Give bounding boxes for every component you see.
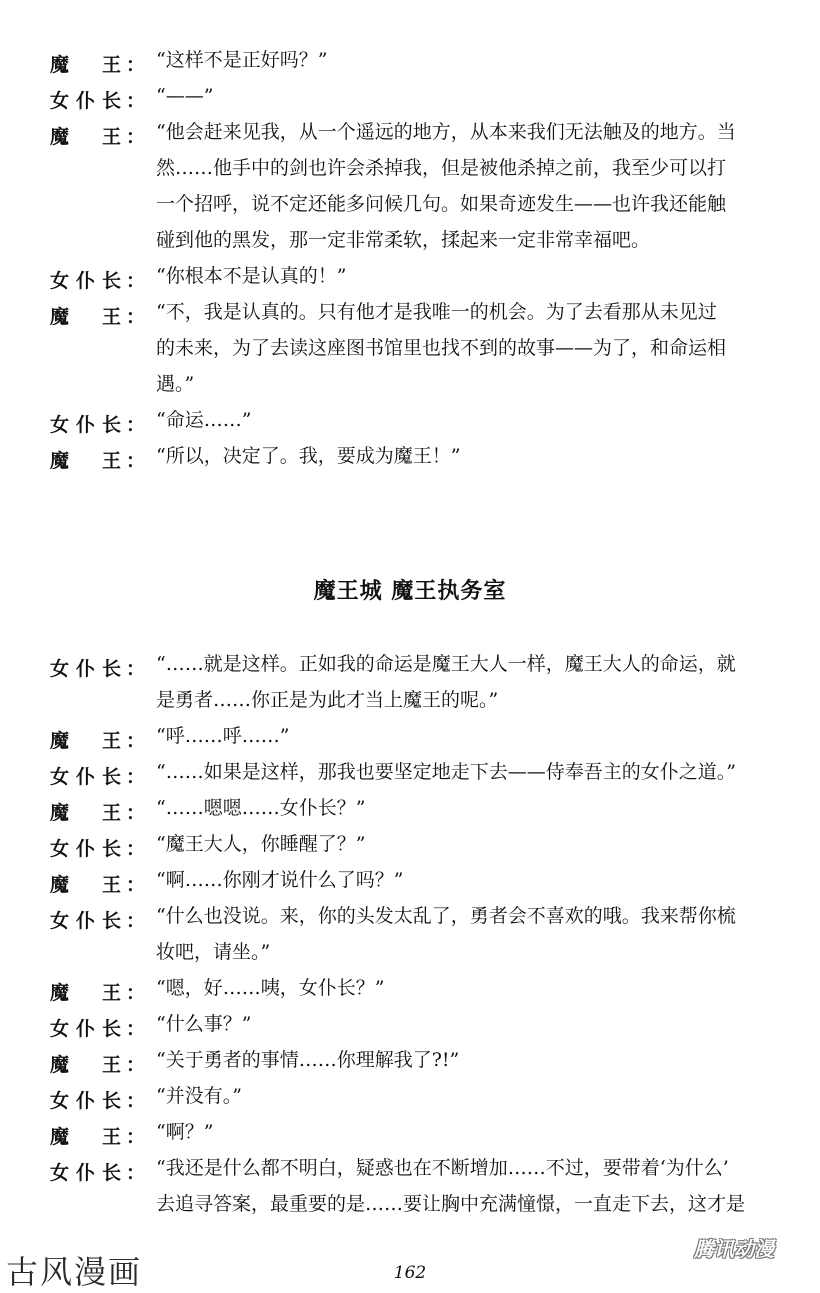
dialogue-text: “……嗯嗯……女仆长？” xyxy=(156,797,366,819)
dialogue-text: “什么也没说。来，你的头发太乱了，勇者会不喜欢的哦。我来帮你梳 xyxy=(156,905,736,927)
dialogue-line xyxy=(0,402,820,438)
dialogue-text: “所以，决定了。我，要成为魔王！” xyxy=(156,445,461,467)
watermark-gufeng: 古风漫画 xyxy=(6,1253,143,1291)
dialogue-line xyxy=(0,1078,820,1114)
dialogue-text: “你根本不是认真的！” xyxy=(156,265,347,287)
dialogue-line xyxy=(0,718,820,754)
dialogue-text: “命运……” xyxy=(156,409,252,431)
dialogue-line xyxy=(0,1042,820,1078)
dialogue-text: 去追寻答案，最重要的是……要让胸中充满憧憬，一直走下去，这才是 xyxy=(156,1193,746,1215)
speaker-demon-king: 魔 王 ： xyxy=(50,450,146,472)
dialogue-text: 的未来，为了去读这座图书馆里也找不到的故事——为了，和命运相 xyxy=(156,337,727,359)
speaker-demon-king: 魔 王 ： xyxy=(50,1054,146,1076)
dialogue-text: “什么事？” xyxy=(156,1013,252,1035)
dialogue-line xyxy=(0,42,820,78)
dialogue-continuation xyxy=(0,222,820,258)
speaker-demon-king: 魔 王 ： xyxy=(50,54,146,76)
dialogue-block-1 xyxy=(0,42,820,474)
dialogue-line xyxy=(0,294,820,330)
speaker-demon-king: 魔 王 ： xyxy=(50,982,146,1004)
dialogue-text: “关于勇者的事情……你理解我了?!” xyxy=(156,1049,460,1071)
dialogue-line xyxy=(0,826,820,862)
page-number: 162 xyxy=(393,1263,427,1283)
dialogue-line xyxy=(0,754,820,790)
dialogue-line xyxy=(0,970,820,1006)
dialogue-continuation xyxy=(0,934,820,970)
dialogue-continuation xyxy=(0,330,820,366)
dialogue-text: “——” xyxy=(156,85,214,107)
dialogue-text: “呼……呼……” xyxy=(156,725,290,747)
speaker-demon-king: 魔 王 ： xyxy=(50,126,146,148)
speaker-head-maid: 女 仆 长 ： xyxy=(50,1090,146,1112)
dialogue-text: “并没有。” xyxy=(156,1085,242,1107)
dialogue-continuation xyxy=(0,186,820,222)
dialogue-text: “……就是这样。正如我的命运是魔王大人一样，魔王大人的命运，就 xyxy=(156,653,736,675)
dialogue-line xyxy=(0,898,820,934)
speaker-demon-king: 魔 王 ： xyxy=(50,730,146,752)
speaker-head-maid: 女 仆 长 ： xyxy=(50,1018,146,1040)
dialogue-line xyxy=(0,862,820,898)
speaker-head-maid: 女 仆 长 ： xyxy=(50,658,146,680)
speaker-head-maid: 女 仆 长 ： xyxy=(50,90,146,112)
dialogue-text: 碰到他的黑发，那一定非常柔软，揉起来一定非常幸福吧。 xyxy=(156,229,651,251)
dialogue-text: “魔王大人，你睡醒了？” xyxy=(156,833,366,855)
dialogue-continuation xyxy=(0,366,820,402)
dialogue-line xyxy=(0,646,820,682)
dialogue-text: “啊？” xyxy=(156,1121,214,1143)
dialogue-continuation xyxy=(0,1186,820,1222)
dialogue-line xyxy=(0,1006,820,1042)
dialogue-text: 妆吧，请坐。” xyxy=(156,941,271,963)
dialogue-line xyxy=(0,258,820,294)
dialogue-line xyxy=(0,438,820,474)
speaker-head-maid: 女 仆 长 ： xyxy=(50,910,146,932)
dialogue-text: “这样不是正好吗？” xyxy=(156,49,328,71)
dialogue-text: “嗯，好……咦，女仆长？” xyxy=(156,977,385,999)
dialogue-text: “……如果是这样，那我也要坚定地走下去——侍奉吾主的女仆之道。” xyxy=(156,761,736,783)
dialogue-text: “他会赶来见我，从一个遥远的地方，从本来我们无法触及的地方。当 xyxy=(156,121,736,143)
dialogue-line xyxy=(0,114,820,150)
dialogue-text: “我还是什么都不明白，疑惑也在不断增加……不过，要带着‘为什么’ xyxy=(156,1157,729,1179)
dialogue-text: “啊……你刚才说什么了吗？” xyxy=(156,869,404,891)
speaker-demon-king: 魔 王 ： xyxy=(50,874,146,896)
dialogue-line xyxy=(0,1150,820,1186)
dialogue-line xyxy=(0,78,820,114)
dialogue-continuation xyxy=(0,682,820,718)
speaker-head-maid: 女 仆 长 ： xyxy=(50,1162,146,1184)
speaker-head-maid: 女 仆 长 ： xyxy=(50,838,146,860)
dialogue-text: 然……他手中的剑也许会杀掉我，但是被他杀掉之前，我至少可以打 xyxy=(156,157,727,179)
dialogue-line xyxy=(0,1114,820,1150)
dialogue-line xyxy=(0,790,820,826)
speaker-demon-king: 魔 王 ： xyxy=(50,802,146,824)
dialogue-text: “不，我是认真的。只有他才是我唯一的机会。为了去看那从未见过 xyxy=(156,301,717,323)
dialogue-block-2 xyxy=(0,646,820,1222)
section-title: 魔王城 魔王执务室 xyxy=(313,579,507,604)
speaker-head-maid: 女 仆 长 ： xyxy=(50,766,146,788)
speaker-head-maid: 女 仆 长 ： xyxy=(50,414,146,436)
speaker-demon-king: 魔 王 ： xyxy=(50,1126,146,1148)
speaker-head-maid: 女 仆 长 ： xyxy=(50,270,146,292)
watermark-tencent: 腾讯动漫 xyxy=(694,1237,774,1261)
speaker-demon-king: 魔 王 ： xyxy=(50,306,146,328)
dialogue-text: 遇。” xyxy=(156,373,195,395)
dialogue-continuation xyxy=(0,150,820,186)
dialogue-text: 是勇者……你正是为此才当上魔王的呢。” xyxy=(156,689,499,711)
dialogue-text: 一个招呼，说不定还能多问候几句。如果奇迹发生——也许我还能触 xyxy=(156,193,727,215)
